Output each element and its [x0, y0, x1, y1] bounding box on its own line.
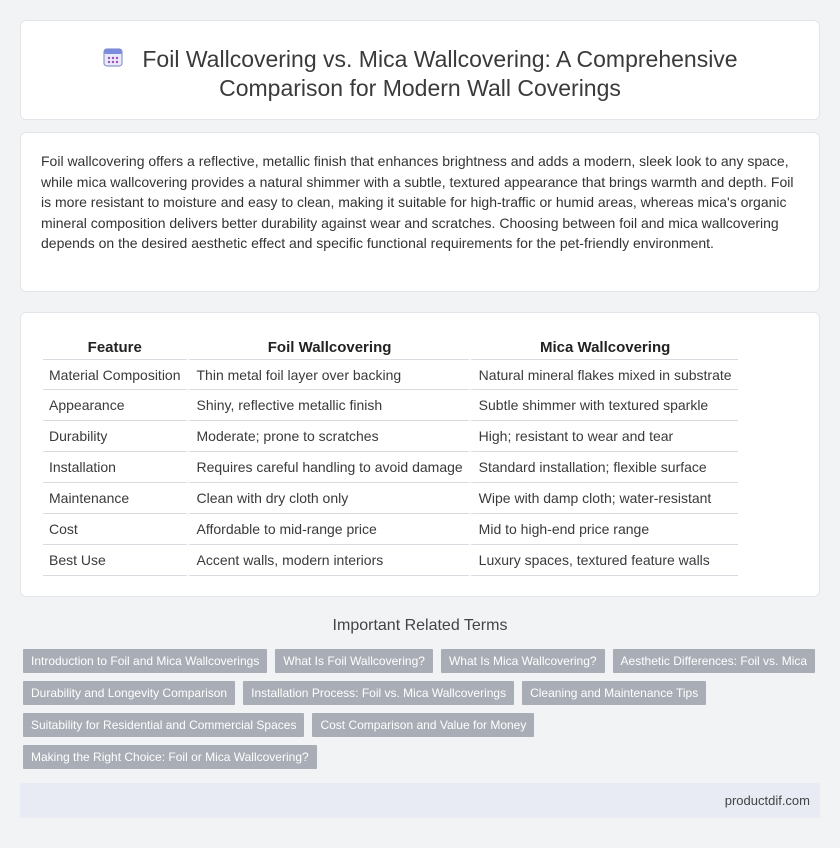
related-term-tag[interactable]: What Is Foil Wallcovering?: [275, 649, 433, 673]
footer-site-link[interactable]: productdif.com: [724, 793, 810, 808]
table-header-row: [43, 333, 738, 359]
table-row: [43, 545, 738, 576]
foil-cell: Accent walls, modern interiors: [187, 545, 469, 576]
table-row: [43, 452, 738, 483]
feature-cell: Appearance: [43, 390, 187, 421]
related-term-tag[interactable]: Aesthetic Differences: Foil vs. Mica: [613, 649, 816, 673]
feature-cell: Durability: [43, 421, 187, 452]
mica-cell: Mid to high-end price range: [469, 514, 738, 545]
foil-cell: Clean with dry cloth only: [187, 483, 469, 514]
comparison-table: [43, 333, 738, 576]
comparison-card: [20, 312, 820, 597]
related-term-tag[interactable]: Durability and Longevity Comparison: [23, 681, 235, 705]
mica-cell: High; resistant to wear and tear: [469, 421, 738, 452]
related-term-tag[interactable]: Cleaning and Maintenance Tips: [522, 681, 706, 705]
mica-cell: Standard installation; flexible surface: [469, 452, 738, 483]
mica-cell: Luxury spaces, textured feature walls: [469, 545, 738, 576]
feature-cell: Cost: [43, 514, 187, 545]
mica-cell: Subtle shimmer with textured sparkle: [469, 390, 738, 421]
foil-cell: Thin metal foil layer over backing: [187, 359, 469, 390]
page-title: [21, 45, 819, 103]
header-mica: Mica Wallcovering: [469, 333, 738, 359]
title-line-1: Foil Wallcovering vs. Mica Wallcovering: A Comprehensive: [142, 46, 738, 72]
title-line-2: Comparison for Modern Wall Coverings: [219, 75, 621, 101]
mica-cell: Natural mineral flakes mixed in substrate: [469, 359, 738, 390]
table-row: [43, 483, 738, 514]
foil-cell: Affordable to mid-range price: [187, 514, 469, 545]
foil-cell: Shiny, reflective metallic finish: [187, 390, 469, 421]
related-term-tag[interactable]: Installation Process: Foil vs. Mica Wallcoverings: [243, 681, 514, 705]
table-row: [43, 390, 738, 421]
feature-cell: Material Composition: [43, 359, 187, 390]
header-card: [20, 20, 820, 120]
foil-cell: Moderate; prone to scratches: [187, 421, 469, 452]
calendar-icon: [102, 46, 124, 68]
related-term-tag[interactable]: Cost Comparison and Value for Money: [312, 713, 534, 737]
related-term-tag[interactable]: What Is Mica Wallcovering?: [441, 649, 605, 673]
related-term-tag[interactable]: Introduction to Foil and Mica Wallcoverings: [23, 649, 267, 673]
header-feature: Feature: [87, 339, 142, 356]
related-terms-list: [23, 649, 818, 769]
intro-card: [20, 132, 820, 292]
footer: [20, 783, 820, 818]
related-term-tag[interactable]: Making the Right Choice: Foil or Mica Wallcovering?: [23, 745, 317, 769]
feature-cell: Installation: [43, 452, 187, 483]
header-foil: Foil Wallcovering: [187, 333, 469, 359]
related-term-tag[interactable]: Suitability for Residential and Commercial Spaces: [23, 713, 304, 737]
foil-cell: Requires careful handling to avoid damage: [187, 452, 469, 483]
mica-cell: Wipe with damp cloth; water-resistant: [469, 483, 738, 514]
feature-cell: Maintenance: [43, 483, 187, 514]
feature-cell: Best Use: [43, 545, 187, 576]
table-row: [43, 514, 738, 545]
related-terms-heading: Important Related Terms: [332, 617, 508, 634]
table-row: [43, 421, 738, 452]
intro-paragraph: Foil wallcovering offers a reflective, metallic finish that enhances brightness and adds a modern, sleek look to any space, while mica wallcovering provides a natural shimmer with a subtle, textured appearance that brings warmth and depth. Foil is more resistant to moisture and easy to clean, making it suitable for high-traffic or humid areas, whereas mica's organic mineral composition delivers better durability against wear and scratches. Choosing between foil and mica wallcovering depends on the desired aesthetic effect and specific functional requirements for the pet-friendly environment.: [41, 153, 794, 251]
table-row: [43, 359, 738, 390]
